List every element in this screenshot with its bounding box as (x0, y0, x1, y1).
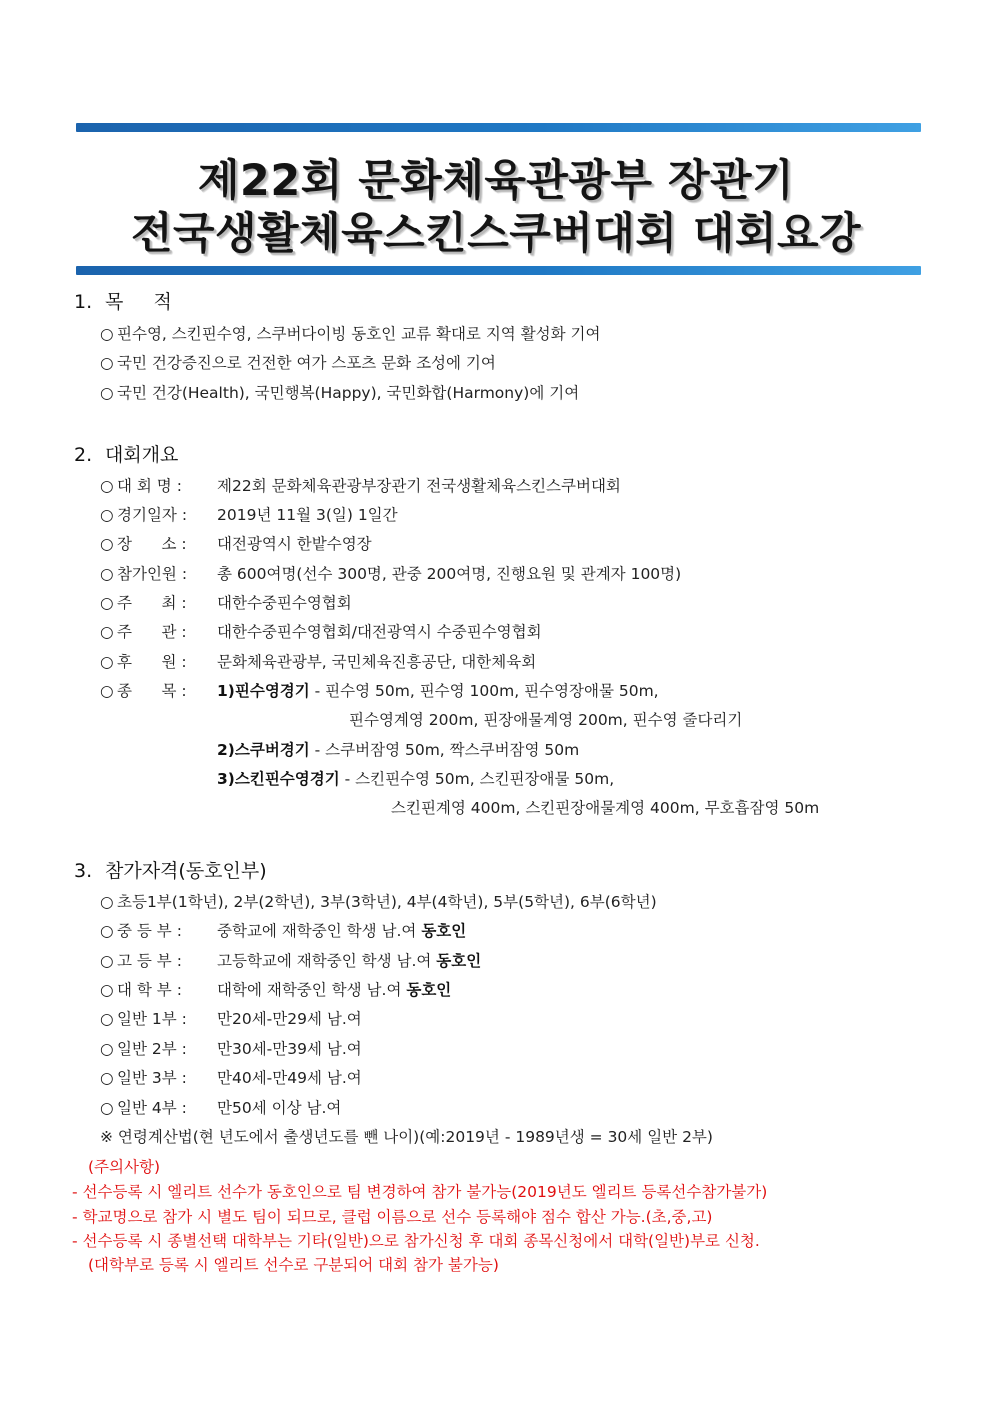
bullet-icon: ○ (100, 354, 114, 372)
row-value-bold: 동호인 (436, 952, 482, 970)
event-scuba-row (217, 738, 579, 760)
row-value-bold: 동호인 (406, 981, 452, 999)
section-title: 참가자격(동호인부) (105, 860, 267, 882)
row-value: 고등학교에 재학중인 학생 남.여 (217, 952, 432, 970)
row-value: 문화체육관광부, 국민체육진흥공단, 대한체육회 (217, 653, 537, 671)
row-label: 대 회 명 : (117, 477, 182, 495)
row-value: 대한수중핀수영협회 (217, 594, 352, 612)
caution-item: - 선수등록 시 종별선택 대학부는 기타(일반)으로 참가신청 후 대회 종목신청에서 대학(일반)부로 신청. (72, 1232, 760, 1250)
event-skin-name: 3)스킨핀수영경기 (217, 770, 340, 788)
document-title-line-1: 제22회 문화체육관광부 장관기 (197, 156, 795, 206)
purpose-item (100, 351, 496, 373)
section-number: 1. (74, 291, 93, 313)
caution-item: - 선수등록 시 엘리트 선수가 동호인으로 팀 변경하여 참가 불가능(2019년도 엘리트 등록선수참가불가) (72, 1183, 768, 1201)
age-calculation-note: ※ 연령계산법(현 년도에서 출생년도를 뺀 나이)(예:2019년 - 1989년생 = 30세 일반 2부) (100, 1128, 713, 1146)
row-value: 만30세-만39세 남.여 (217, 1040, 362, 1058)
row-label: 대 학 부 : (117, 981, 182, 999)
section-purpose-heading (74, 287, 172, 314)
section-eligibility-heading (74, 856, 267, 883)
bullet-icon: ○ (100, 682, 114, 700)
row-label: 일반 4부 : (117, 1099, 187, 1117)
eligibility-row (100, 978, 451, 1000)
caution-heading: (주의사항) (88, 1158, 160, 1176)
overview-row (100, 562, 681, 584)
row-label: 주 최 : (117, 594, 187, 612)
event-skin-row (217, 767, 614, 789)
purpose-text: 국민 건강(Health), 국민행복(Happy), 국민화합(Harmony)에 기여 (117, 384, 580, 402)
eligibility-row (100, 1096, 341, 1118)
row-value: 만40세-만49세 남.여 (217, 1069, 362, 1087)
section-number: 3. (74, 860, 93, 882)
purpose-text: 핀수영, 스킨핀수영, 스쿠버다이빙 동호인 교류 확대로 지역 활성화 기여 (117, 325, 601, 343)
row-label: 일반 2부 : (117, 1040, 187, 1058)
row-value: 만20세-만29세 남.여 (217, 1010, 362, 1028)
event-skin-list: - 스킨핀수영 50m, 스킨핀장애물 50m, (339, 770, 615, 788)
section-title: 대회개요 (105, 444, 179, 466)
events-row (100, 679, 659, 701)
row-value: 제22회 문화체육관광부장관기 전국생활체육스킨스쿠버대회 (217, 477, 621, 495)
event-fin-list: - 핀수영 50m, 핀수영 100m, 핀수영장애물 50m, (309, 682, 659, 700)
bullet-icon: ○ (100, 565, 114, 583)
bullet-icon: ○ (100, 325, 114, 343)
bullet-icon: ○ (100, 1069, 114, 1087)
purpose-item (100, 381, 579, 403)
bullet-icon: ○ (100, 594, 114, 612)
row-value: 대학에 재학중인 학생 남.여 (217, 981, 402, 999)
event-scuba-name: 2)스쿠버경기 (217, 741, 310, 759)
section-number: 2. (74, 444, 93, 466)
row-value: 대한수중핀수영협회/대전광역시 수중핀수영협회 (217, 623, 542, 641)
bullet-icon: ○ (100, 477, 114, 495)
row-label: 참가인원 : (117, 565, 188, 583)
top-divider-bar (76, 123, 921, 132)
event-fin-name: 1)핀수영경기 (217, 682, 310, 700)
overview-row (100, 474, 621, 496)
eligibility-row (100, 1037, 362, 1059)
row-value: 초등1부(1학년), 2부(2학년), 3부(3학년), 4부(4학년), 5부(5학년), 6부(6학년) (117, 893, 657, 911)
row-value: 대전광역시 한밭수영장 (217, 535, 372, 553)
row-label: 일반 1부 : (117, 1010, 187, 1028)
event-fin-list-cont: 핀수영계영 200m, 핀장애물계영 200m, 핀수영 줄다리기 (349, 711, 743, 729)
row-value: 중학교에 재학중인 학생 남.여 (217, 922, 417, 940)
caution-item: (대학부로 등록 시 엘리트 선수로 구분되어 대회 참가 불가능) (88, 1256, 499, 1274)
overview-row (100, 591, 352, 613)
eligibility-elementary (100, 890, 657, 912)
bullet-icon: ○ (100, 1099, 114, 1117)
bullet-icon: ○ (100, 893, 114, 911)
bullet-icon: ○ (100, 384, 114, 402)
bullet-icon: ○ (100, 981, 114, 999)
event-skin-list-cont: 스킨핀계영 400m, 스킨핀장애물계영 400m, 무호흡잠영 50m (391, 799, 820, 817)
bullet-icon: ○ (100, 653, 114, 671)
row-value: 만50세 이상 남.여 (217, 1099, 342, 1117)
row-label: 장 소 : (117, 535, 187, 553)
eligibility-row (100, 919, 466, 941)
row-label: 주 관 : (117, 623, 187, 641)
bullet-icon: ○ (100, 1010, 114, 1028)
overview-row (100, 620, 542, 642)
row-label: 고 등 부 : (117, 952, 182, 970)
bullet-icon: ○ (100, 1040, 114, 1058)
bullet-icon: ○ (100, 922, 114, 940)
bottom-divider-bar (76, 266, 921, 275)
row-label: 후 원 : (117, 653, 187, 671)
purpose-item (100, 322, 601, 344)
row-value: 2019년 11월 3(일) 1일간 (217, 506, 398, 524)
caution-item: - 학교명으로 참가 시 별도 팀이 되므로, 클럽 이름으로 선수 등록해야 점수 합산 가능.(초,중,고) (72, 1208, 713, 1226)
row-value: 총 600여명(선수 300명, 관중 200여명, 진행요원 및 관계자 100명) (217, 565, 682, 583)
row-label: 경기일자 : (117, 506, 188, 524)
row-label: 중 등 부 : (117, 922, 182, 940)
row-label: 일반 3부 : (117, 1069, 187, 1087)
bullet-icon: ○ (100, 506, 114, 524)
eligibility-row (100, 949, 481, 971)
overview-row (100, 532, 372, 554)
overview-row (100, 503, 398, 525)
purpose-text: 국민 건강증진으로 건전한 여가 스포츠 문화 조성에 기여 (117, 354, 496, 372)
bullet-icon: ○ (100, 535, 114, 553)
section-title: 목 적 (105, 291, 172, 313)
row-value-bold: 동호인 (421, 922, 467, 940)
bullet-icon: ○ (100, 623, 114, 641)
overview-row (100, 650, 536, 672)
eligibility-row (100, 1066, 362, 1088)
section-overview-heading (74, 440, 178, 467)
row-label: 종 목 : (117, 682, 187, 700)
bullet-icon: ○ (100, 952, 114, 970)
document-title-line-2: 전국생활체육스킨스쿠버대회 대회요강 (130, 209, 862, 259)
eligibility-row (100, 1007, 362, 1029)
event-scuba-list: - 스쿠버잠영 50m, 짝스쿠버잠영 50m (309, 741, 580, 759)
